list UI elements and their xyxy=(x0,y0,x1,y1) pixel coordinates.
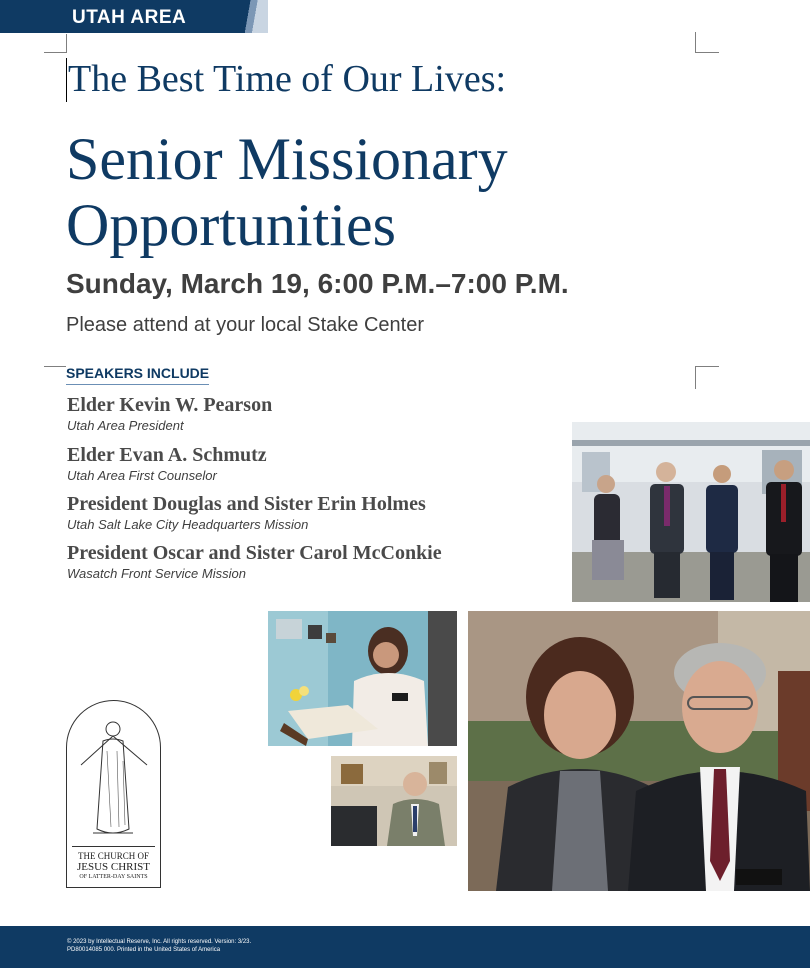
speaker-role: Utah Area First Counselor xyxy=(67,468,217,483)
speaker-item[interactable] xyxy=(67,541,442,582)
speaker-role: Utah Salt Lake City Headquarters Mission xyxy=(67,517,309,532)
event-title[interactable] xyxy=(66,126,626,258)
photo-senior-couple[interactable] xyxy=(468,611,810,891)
event-title-line-2: Opportunities xyxy=(66,192,396,258)
photo-sister-reading[interactable] xyxy=(268,611,457,746)
footer-line-1: © 2023 by Intellectual Reserve, Inc. All rights reserved. Version: 3/23. xyxy=(67,939,252,945)
footer-line-2: PD80014085 000. Printed in the United States of America xyxy=(67,947,221,953)
logo-line-2: JESUS CHRIST xyxy=(76,861,151,873)
speaker-role: Utah Area President xyxy=(67,418,184,433)
speakers-heading[interactable]: SPEAKERS INCLUDE xyxy=(66,364,209,385)
event-date-time[interactable]: Sunday, March 19, 6:00 P.M.–7:00 P.M. xyxy=(66,268,569,299)
speaker-name: President Oscar and Sister Carol McConkie xyxy=(67,542,442,564)
crop-mark-mid-right xyxy=(695,366,719,389)
speaker-item[interactable] xyxy=(67,393,272,434)
crop-mark-mid-left xyxy=(44,366,66,368)
event-location-note[interactable]: Please attend at your local Stake Center xyxy=(66,314,424,336)
photo-elder-at-desk[interactable] xyxy=(331,756,457,846)
logo-line-3: OF LATTER-DAY SAINTS xyxy=(79,874,148,880)
photo-missionaries-outdoors[interactable] xyxy=(572,422,810,602)
text-cursor xyxy=(66,58,67,102)
speaker-item[interactable] xyxy=(67,492,426,533)
speaker-item[interactable] xyxy=(67,443,267,484)
speaker-name: President Douglas and Sister Erin Holmes xyxy=(67,493,426,515)
christus-statue-icon xyxy=(67,701,160,847)
event-subtitle[interactable]: The Best Time of Our Lives: xyxy=(68,58,507,100)
speaker-role: Wasatch Front Service Mission xyxy=(67,566,246,581)
church-logo-text xyxy=(66,846,161,881)
speaker-name: Elder Kevin W. Pearson xyxy=(67,394,273,416)
area-label: UTAH AREA xyxy=(72,7,187,28)
crop-mark-top-right xyxy=(695,32,719,53)
footer-copyright xyxy=(67,938,367,954)
logo-line-1: THE CHURCH OF xyxy=(72,846,155,861)
event-title-line-1: Senior Missionary xyxy=(66,126,508,192)
header-banner-accent xyxy=(238,0,268,33)
crop-mark-top-left xyxy=(44,34,67,53)
speaker-name: Elder Evan A. Schmutz xyxy=(67,444,267,466)
